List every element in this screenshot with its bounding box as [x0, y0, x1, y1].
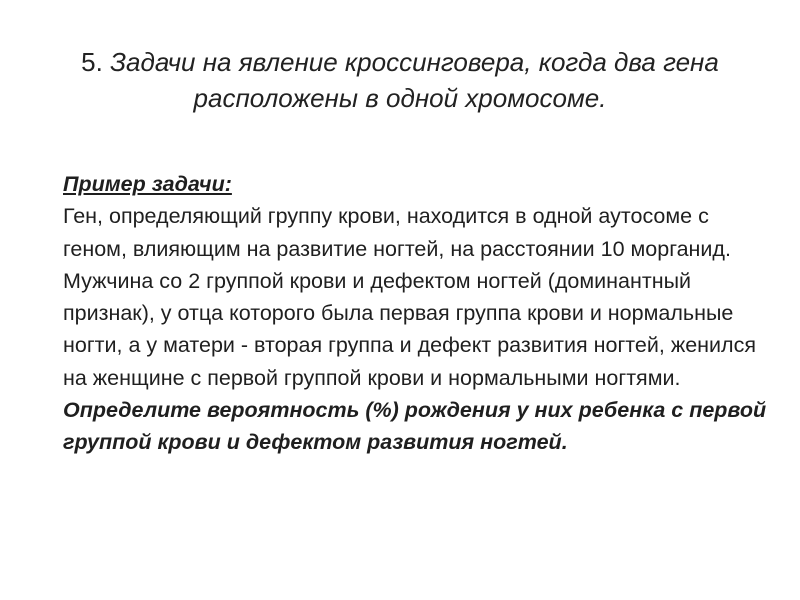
task-body: [63, 168, 775, 459]
title-text: Задачи на явление кроссинговера, когда два гена расположены в одной хромосоме.: [110, 47, 719, 113]
example-label: Пример задачи:: [63, 172, 232, 196]
task-text: Ген, определяющий группу крови, находится в одной аутосоме с геном, влияющим на развитие ногтей, на расстоянии 10 морганид. Мужчина со 2 группой крови и дефектом ногтей (доминантный признак), у отца которого была первая группа крови и нормальные ногти, а у матери - вторая группа и дефект развития ногтей, женился на женщине с первой группой крови и нормальными ногтями.: [63, 204, 756, 390]
title-number: 5.: [81, 47, 103, 77]
slide-title: [40, 44, 760, 116]
task-question: Определите вероятность (%) рождения у них ребенка с первой группой крови и дефектом развития ногтей.: [63, 398, 767, 455]
